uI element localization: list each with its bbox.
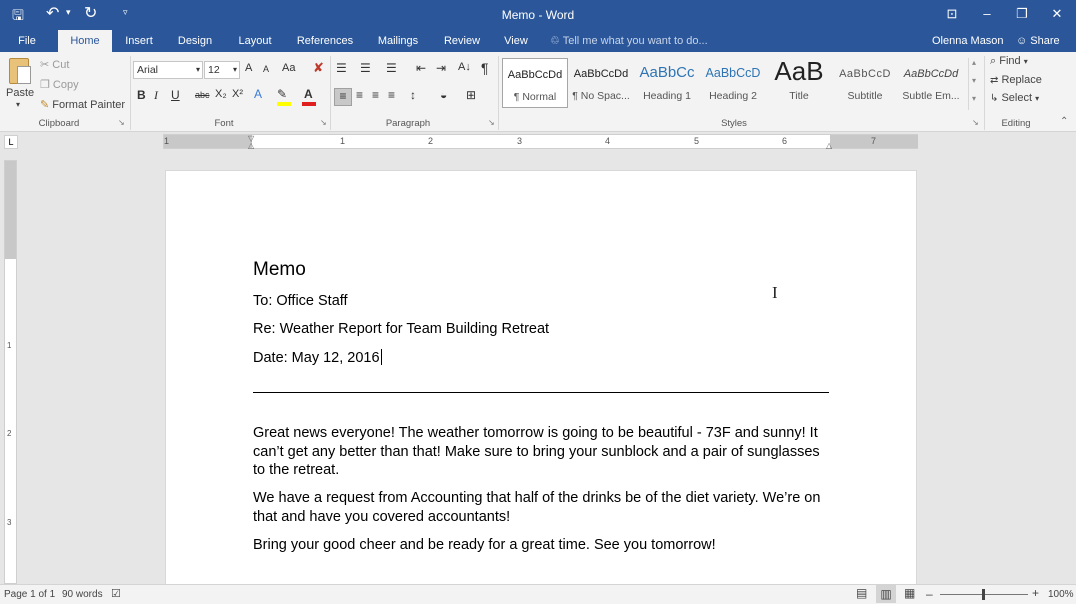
tab-design[interactable]: Design <box>177 35 213 47</box>
ruler-number: 2 <box>428 136 434 146</box>
italic-button[interactable]: I <box>154 88 158 102</box>
superscript-button[interactable]: X² <box>232 88 243 100</box>
paste-paper-icon <box>17 66 31 84</box>
ruler-number: 4 <box>605 136 611 146</box>
grow-font-button[interactable]: A <box>245 62 253 74</box>
right-indent-marker[interactable]: △ <box>826 141 833 150</box>
highlight-color-bar <box>277 102 291 106</box>
align-center-icon[interactable]: ≡ <box>356 88 364 102</box>
shrink-font-button[interactable]: A <box>263 64 270 74</box>
paste-button[interactable] <box>6 56 32 86</box>
undo-dropdown-icon[interactable]: ▾ <box>66 7 71 17</box>
bold-button[interactable]: B <box>137 88 146 102</box>
paste-dropdown-icon[interactable]: ▾ <box>16 100 21 109</box>
chevron-up-icon[interactable]: ▴ <box>972 58 977 67</box>
ruler-number: 1 <box>340 136 346 146</box>
style-preview: AaBbCcDd <box>903 68 959 80</box>
memo-re-line[interactable]: Re: Weather Report for Team Building Retreat <box>253 321 550 337</box>
subscript-button[interactable]: X₂ <box>215 88 227 100</box>
read-mode-icon[interactable]: ▤ <box>856 586 868 600</box>
minimize-button[interactable]: – <box>983 6 991 21</box>
sort-icon[interactable]: A↓ <box>458 61 471 73</box>
memo-paragraph[interactable]: Bring your good cheer and be ready for a great time. See you tomorrow! <box>253 537 716 553</box>
print-layout-icon[interactable]: ▥ <box>876 585 896 603</box>
chevron-down-icon: ▾ <box>232 65 237 74</box>
i-beam-cursor-icon: I <box>772 283 778 302</box>
tab-review[interactable]: Review <box>443 35 481 47</box>
font-size-combo[interactable] <box>204 61 240 79</box>
styles-group-label: Styles <box>721 118 747 129</box>
font-group-label: Font <box>214 118 234 129</box>
memo-date-line[interactable] <box>253 349 382 366</box>
tab-references[interactable]: References <box>296 35 354 47</box>
replace-label: Replace <box>1001 74 1042 86</box>
font-color-icon: A <box>304 87 313 101</box>
style-name: Heading 2 <box>709 90 757 102</box>
ribbon <box>0 52 1076 132</box>
font-launcher-icon[interactable]: ↘ <box>320 118 327 127</box>
ruler-number: 2 <box>7 429 12 438</box>
paragraph-group-label: Paragraph <box>385 118 431 129</box>
shading-icon[interactable]: ◒ <box>440 88 448 102</box>
search-icon: ⌕ <box>990 55 997 67</box>
ribbon-tabs <box>0 30 1076 52</box>
word-count[interactable]: 90 words <box>62 589 103 600</box>
strikethrough-button[interactable]: abc <box>195 90 210 100</box>
divider <box>984 56 985 130</box>
tell-me-search[interactable] <box>550 30 708 52</box>
font-name-combo[interactable] <box>133 61 203 79</box>
replace-button[interactable] <box>990 74 1042 86</box>
person-icon: ☺ <box>1016 35 1028 47</box>
close-button[interactable]: ✕ <box>1051 6 1063 21</box>
tell-me-text: Tell me what you want to do... <box>562 35 708 47</box>
zoom-slider-thumb[interactable] <box>982 589 985 600</box>
tab-layout[interactable]: Layout <box>238 35 272 47</box>
replace-icon: ⇄ <box>990 75 999 86</box>
ruler-number: 5 <box>694 136 700 146</box>
vruler-top-margin <box>5 161 16 259</box>
ruler-number: 7 <box>871 136 877 146</box>
font-name-value: Arial <box>137 64 159 76</box>
decrease-indent-icon[interactable]: ⇤ <box>416 61 427 75</box>
style-name: ¶ Normal <box>513 91 557 103</box>
window-title: Memo - Word <box>501 8 575 22</box>
font-size-value: 12 <box>208 64 220 76</box>
styles-launcher-icon[interactable]: ↘ <box>972 118 979 127</box>
tab-view[interactable]: View <box>504 35 528 47</box>
zoom-slider[interactable] <box>940 594 1028 595</box>
ruler-left-margin <box>164 134 255 150</box>
select-button[interactable] <box>990 92 1039 104</box>
cut-label: Cut <box>52 59 70 71</box>
page-count[interactable]: Page 1 of 1 <box>4 589 56 600</box>
align-right-icon[interactable]: ≡ <box>372 88 380 102</box>
web-layout-icon[interactable]: ▦ <box>904 586 916 600</box>
ruler-number: 3 <box>7 518 12 527</box>
maximize-button[interactable]: ❐ <box>1016 6 1028 21</box>
cut-button[interactable]: ✂ Cut <box>40 59 70 71</box>
ribbon-display-options-icon[interactable]: ⊡ <box>946 6 958 21</box>
line-spacing-icon[interactable]: ↕ <box>410 88 416 102</box>
tab-file[interactable]: File <box>18 35 36 47</box>
style-name: Title <box>789 90 809 102</box>
ruler-number: 1 <box>7 341 12 350</box>
brush-icon: ✎ <box>40 99 50 111</box>
hanging-indent-marker[interactable]: △ <box>248 141 255 150</box>
style-normal[interactable] <box>502 58 568 108</box>
zoom-level[interactable]: 100% <box>1048 589 1074 600</box>
numbering-icon[interactable]: ☰ <box>360 61 371 75</box>
tab-insert[interactable]: Insert <box>125 35 153 47</box>
lightbulb-icon: ♲ <box>550 35 560 47</box>
memo-date-text: Date: May 12, 2016 <box>253 350 380 366</box>
ruler-number: 3 <box>517 136 523 146</box>
chevron-down-icon[interactable]: ▾ <box>972 76 977 85</box>
status-bar <box>0 584 1076 604</box>
vertical-ruler[interactable] <box>4 160 17 584</box>
style-preview: AaBbCc <box>639 64 695 81</box>
style-heading-2[interactable] <box>700 58 766 108</box>
borders-icon[interactable]: ⊞ <box>466 88 477 102</box>
save-icon[interactable]: 🖫 <box>12 7 24 23</box>
redo-icon[interactable]: ↻ <box>84 5 98 22</box>
style-name: Subtitle <box>847 90 883 102</box>
document-page[interactable] <box>165 170 917 590</box>
copy-button[interactable]: ❐ Copy <box>40 79 79 91</box>
horizontal-rule <box>253 392 829 393</box>
justify-icon[interactable]: ≡ <box>388 88 396 102</box>
highlighter-icon: ✎ <box>277 87 288 101</box>
style-title[interactable] <box>766 58 832 108</box>
tab-selector[interactable]: L <box>4 135 18 149</box>
collapse-ribbon-icon[interactable]: ⌃ <box>1060 116 1069 127</box>
select-label: Select <box>1001 92 1033 104</box>
memo-to-line[interactable]: To: Office Staff <box>253 293 348 309</box>
clipboard-group-label: Clipboard <box>38 118 80 129</box>
memo-title[interactable]: Memo <box>253 259 306 280</box>
find-label: Find <box>999 55 1021 67</box>
ruler-area <box>0 132 1076 152</box>
style-name: Subtle Em... <box>902 90 960 102</box>
copy-label: Copy <box>52 79 79 91</box>
ruler-number: 6 <box>782 136 788 146</box>
memo-paragraph[interactable]: We have a request from Accounting that half of the drinks be of the diet variety. We’re on that and have you covered accountants! <box>253 490 821 525</box>
align-left-icon[interactable]: ≡ <box>334 88 352 106</box>
chevron-down-icon: ▾ <box>195 65 200 74</box>
change-case-button[interactable]: Aa <box>282 62 296 74</box>
tab-home[interactable]: Home <box>58 30 112 52</box>
memo-paragraph[interactable]: Great news everyone! The weather tomorrow is going to be beautiful - 73F and sunny! It can’t get any better than that! Make sure to bring your sunblock and a pair of sunglasses to the retreat. <box>253 425 820 478</box>
more-styles-icon[interactable]: ▾ <box>972 94 977 103</box>
horizontal-ruler[interactable] <box>163 134 918 149</box>
style-name: Heading 1 <box>643 90 691 102</box>
multilevel-list-icon[interactable]: ☰ <box>386 61 397 75</box>
first-line-indent-marker[interactable]: ▽ <box>248 134 255 143</box>
font-color-button[interactable] <box>304 87 313 101</box>
customize-qat-icon[interactable]: ▿ <box>123 7 128 17</box>
editing-group-label: Editing <box>1001 118 1031 129</box>
style-subtle-emphasis[interactable] <box>898 58 964 108</box>
style-name: ¶ No Spac... <box>572 90 630 102</box>
clear-formatting-icon[interactable]: ✘ <box>313 60 324 75</box>
find-button[interactable] <box>990 55 1028 68</box>
ruler-number: 1 <box>164 136 170 146</box>
style-preview: AaBbCcD <box>705 66 761 80</box>
style-subtitle[interactable] <box>832 58 898 108</box>
divider <box>498 56 499 130</box>
increase-indent-icon[interactable]: ⇥ <box>436 61 447 75</box>
style-heading-1[interactable] <box>634 58 700 108</box>
bullets-icon[interactable]: ☰ <box>336 61 347 75</box>
share-label: Share <box>1030 35 1060 47</box>
text-caret <box>381 349 382 365</box>
style-preview: AaBbCcDd <box>573 68 629 80</box>
chevron-down-icon: ▾ <box>1035 94 1040 103</box>
clipboard-launcher-icon[interactable]: ↘ <box>118 118 125 127</box>
paragraph-launcher-icon[interactable]: ↘ <box>488 118 495 127</box>
proofing-icon[interactable]: ☑ <box>111 588 121 600</box>
styles-scroll[interactable] <box>968 58 982 110</box>
format-painter-label: Format Painter <box>52 99 126 111</box>
select-cursor-icon: ↳ <box>990 93 999 104</box>
style-no-spacing[interactable] <box>568 58 634 108</box>
zoom-out-button[interactable]: – <box>926 587 933 601</box>
share-button[interactable] <box>1016 30 1060 52</box>
zoom-in-button[interactable]: + <box>1032 586 1040 600</box>
undo-icon[interactable]: ↶ <box>46 5 60 22</box>
show-formatting-button[interactable]: ¶ <box>481 60 489 76</box>
chevron-down-icon: ▾ <box>1023 57 1028 66</box>
font-color-bar <box>302 102 316 106</box>
tab-mailings[interactable]: Mailings <box>377 35 419 47</box>
highlight-button[interactable] <box>277 87 287 101</box>
paste-label[interactable]: Paste <box>6 87 35 99</box>
text-effects-icon[interactable]: A <box>254 87 263 101</box>
style-preview: AaBbCcD <box>839 68 891 80</box>
user-name[interactable]: Olenna Mason <box>932 35 1004 47</box>
format-painter-button[interactable] <box>40 98 125 111</box>
style-preview: AaBbCcDd <box>507 69 563 81</box>
style-preview: AaB <box>774 56 824 86</box>
underline-button[interactable]: U <box>171 88 180 102</box>
title-bar <box>0 0 1076 30</box>
